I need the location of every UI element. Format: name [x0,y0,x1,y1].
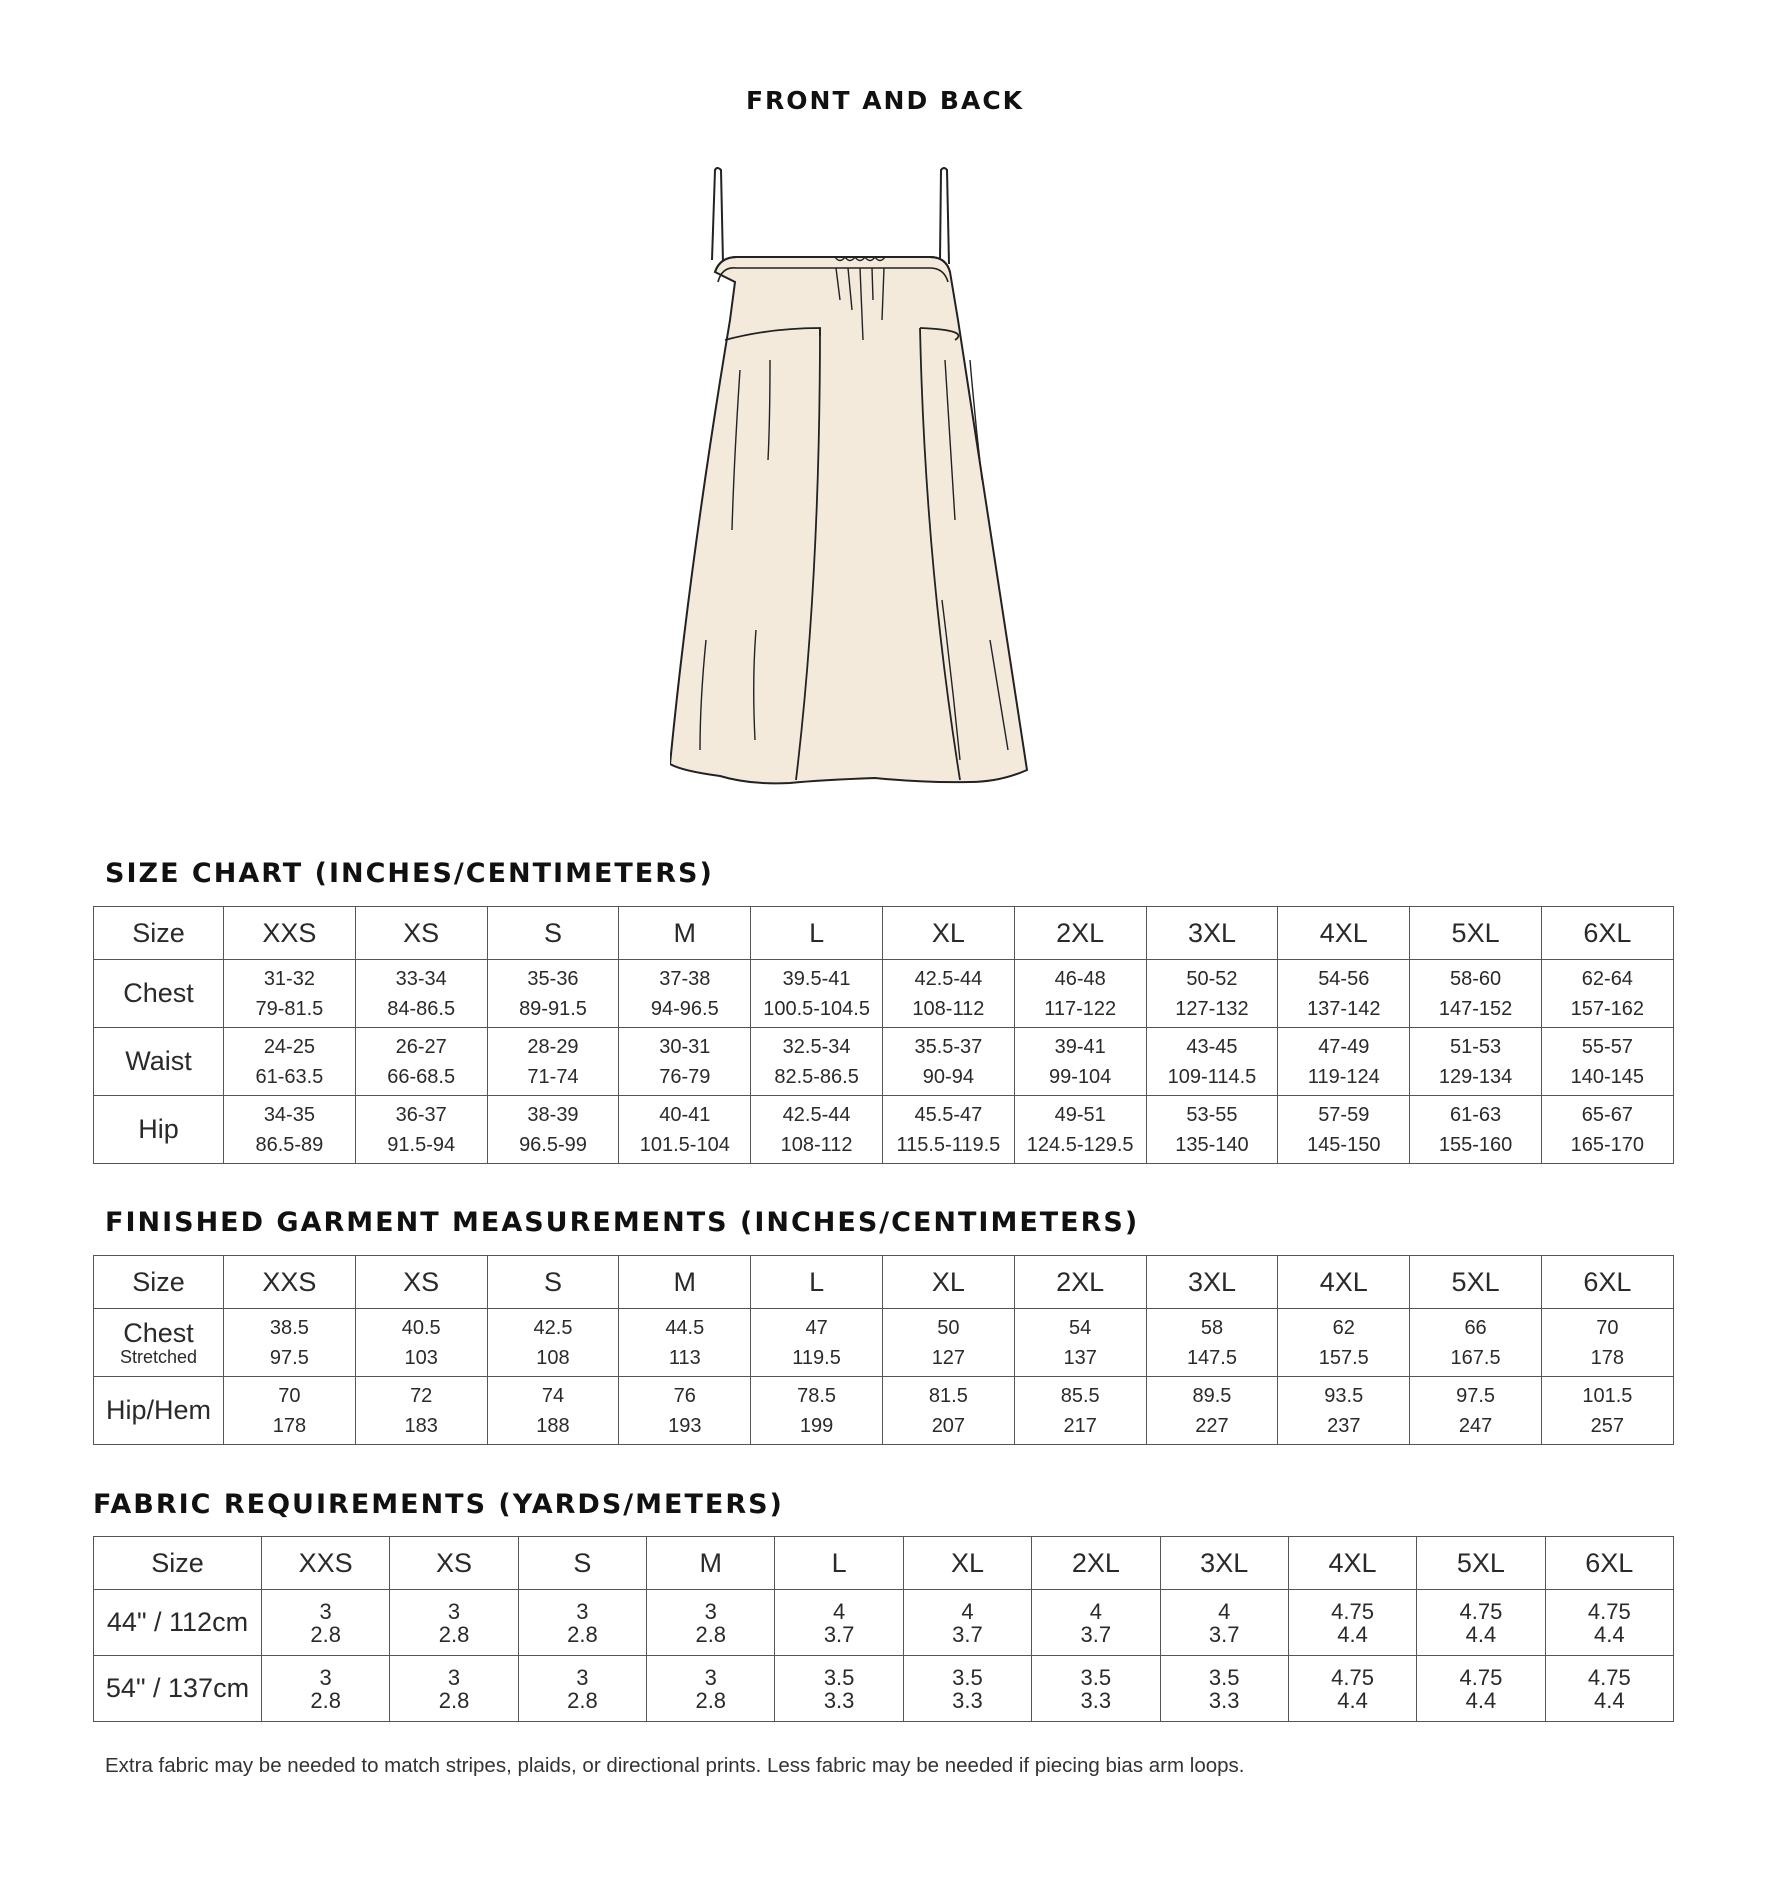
cm-value: 61-63.5 [255,1065,324,1088]
header-cell: 6XL [1541,907,1673,960]
inch-value: 50 [937,1316,960,1339]
table-cell [1417,1656,1545,1722]
table-cell [1278,960,1410,1028]
cm-value: 178 [1590,1346,1625,1369]
inch-value: 62-64 [1581,967,1633,990]
inch-value: 65-67 [1581,1103,1633,1126]
inch-value: 35-36 [527,967,579,990]
cm-value: 147-152 [1438,997,1513,1020]
header-cell: 2XL [1014,1256,1146,1309]
cm-value: 247 [1458,1414,1493,1437]
cm-value: 137 [1063,1346,1097,1369]
meter-value: 2.8 [695,1621,727,1647]
table-cell [1146,1377,1278,1445]
inch-value: 44.5 [665,1316,705,1339]
table-cell [355,1028,487,1096]
header-cell: 6XL [1541,1256,1673,1309]
meter-value: 2.8 [310,1621,341,1647]
inch-value: 74 [541,1384,565,1407]
inch-value: 37-38 [659,967,711,990]
inch-value: 61-63 [1449,1103,1502,1126]
table-cell [518,1590,646,1656]
meter-value: 2.8 [567,1687,598,1713]
table-cell [647,1656,775,1722]
table-cell [903,1656,1031,1722]
inch-value: 76 [673,1384,696,1407]
meter-value: 3.7 [952,1621,983,1647]
table-cell [751,960,883,1028]
table-cell [1541,1096,1673,1164]
row-label: Waist [94,1028,224,1096]
inch-value: 36-37 [395,1103,447,1126]
header-cell: XS [355,1256,487,1309]
inch-value: 81.5 [928,1384,968,1407]
fabric-requirements-title: FABRIC REQUIREMENTS (YARDS/METERS) [93,1489,784,1520]
inch-value: 33-34 [395,967,447,990]
header-cell: 3XL [1146,1256,1278,1309]
table-cell [1160,1590,1288,1656]
yard-value: 3.5 [823,1664,855,1690]
cm-value: 119-124 [1307,1065,1380,1088]
cm-value: 96.5-99 [519,1133,587,1156]
cm-value: 84-86.5 [387,997,456,1020]
table-cell [1278,1309,1410,1377]
cm-value: 86.5-89 [255,1133,324,1156]
inch-value: 54-56 [1318,967,1370,990]
meter-value: 4.4 [1593,1687,1625,1713]
inch-value: 47-49 [1318,1035,1370,1058]
cm-value: 178 [272,1414,307,1437]
yard-value: 3 [319,1664,332,1690]
header-cell: 2XL [1014,907,1146,960]
table-cell [224,1309,356,1377]
header-cell: XXS [224,907,356,960]
table-cell [1410,1028,1542,1096]
cm-value: 103 [404,1346,438,1369]
cm-value: 90-94 [922,1065,974,1088]
table-cell [1146,1096,1278,1164]
yard-value: 4.75 [1459,1598,1503,1624]
header-cell: M [619,1256,751,1309]
inch-value: 49-51 [1054,1103,1106,1126]
cm-value: 183 [404,1414,438,1437]
header-cell: Size [94,907,224,960]
inch-value: 53-55 [1186,1103,1238,1126]
table-cell [751,1309,883,1377]
header-cell: S [487,907,619,960]
table-cell [882,1028,1014,1096]
meter-value: 4.4 [1465,1621,1497,1647]
cm-value: 76-79 [659,1065,711,1088]
size-chart-header-row [94,907,1674,960]
inch-value: 40-41 [659,1103,711,1126]
inch-value: 58-60 [1449,967,1502,990]
table-cell [390,1590,518,1656]
meter-value: 4.4 [1337,1621,1368,1647]
yard-value: 4.75 [1587,1664,1631,1690]
left-strap [712,168,723,263]
header-cell: 4XL [1278,1256,1410,1309]
row-label: 54" / 137cm [94,1656,262,1722]
table-cell [619,1096,751,1164]
yard-value: 4 [1089,1598,1102,1624]
inch-value: 28-29 [527,1035,579,1058]
table-cell [619,1028,751,1096]
header-cell: L [751,907,883,960]
yard-value: 3 [319,1598,332,1624]
table-cell [1410,960,1542,1028]
inch-value: 93.5 [1324,1384,1364,1407]
cm-value: 147.5 [1186,1346,1237,1369]
inch-value: 57-59 [1318,1103,1370,1126]
table-row [94,1096,1674,1164]
table-cell [355,960,487,1028]
inch-value: 24-25 [263,1035,315,1058]
header-cell: 5XL [1410,907,1542,960]
table-cell [487,1377,619,1445]
table-cell [1541,1309,1673,1377]
inch-value: 58 [1200,1316,1224,1339]
table-cell [1146,1309,1278,1377]
table-row [94,960,1674,1028]
header-cell: XL [882,907,1014,960]
table-cell [224,960,356,1028]
table-cell [487,1028,619,1096]
header-cell: 2XL [1032,1537,1160,1590]
table-row [94,1028,1674,1096]
yard-value: 4.75 [1587,1598,1631,1624]
table-row [94,1656,1674,1722]
row-label: Chest [94,960,224,1028]
cm-value: 193 [668,1414,702,1437]
header-cell: XXS [224,1256,356,1309]
inch-value: 42.5 [533,1316,573,1339]
size-chart-title: SIZE CHART (INCHES/CENTIMETERS) [105,858,714,889]
cm-value: 119.5 [792,1346,841,1369]
meter-value: 4.4 [1465,1687,1497,1713]
cm-value: 217 [1063,1414,1097,1437]
table-cell [1014,960,1146,1028]
inch-value: 39-41 [1054,1035,1106,1058]
header-cell: Size [94,1256,224,1309]
illustration-title: FRONT AND BACK [745,86,1025,115]
cm-value: 188 [536,1414,570,1437]
cm-value: 140-145 [1570,1065,1645,1088]
table-cell [751,1096,883,1164]
table-cell [751,1377,883,1445]
table-cell [1160,1656,1288,1722]
yard-value: 3 [576,1598,589,1624]
yard-value: 3 [704,1598,717,1624]
cm-value: 237 [1327,1414,1361,1437]
inch-value: 101.5 [1582,1384,1633,1407]
yard-value: 3 [447,1664,461,1690]
table-cell [775,1590,903,1656]
yard-value: 3 [576,1664,589,1690]
cm-value: 207 [931,1414,966,1437]
yard-value: 4 [961,1598,974,1624]
cm-value: 115.5-119.5 [896,1133,1001,1156]
inch-value: 43-45 [1186,1035,1238,1058]
finished-header-row [94,1256,1674,1309]
cm-value: 79-81.5 [255,997,324,1020]
table-cell [1288,1656,1416,1722]
meter-value: 3.7 [1208,1621,1240,1647]
cm-value: 135-140 [1175,1133,1249,1156]
cm-value: 71-74 [527,1065,579,1088]
header-cell: XL [882,1256,1014,1309]
table-cell [1541,1028,1673,1096]
cm-value: 129-134 [1438,1065,1513,1088]
cm-value: 137-142 [1307,997,1381,1020]
header-cell: 4XL [1278,907,1410,960]
inch-value: 62 [1332,1316,1355,1339]
fabric-header-row [94,1537,1674,1590]
table-cell [1541,1377,1673,1445]
cm-value: 157.5 [1318,1346,1369,1369]
header-cell: XL [903,1537,1031,1590]
table-cell [1410,1096,1542,1164]
table-cell [1032,1656,1160,1722]
cm-value: 117-122 [1044,997,1117,1020]
cm-value: 113 [668,1346,701,1369]
inch-value: 66 [1464,1316,1487,1339]
table-cell [1278,1096,1410,1164]
meter-value: 3.7 [823,1621,855,1647]
header-cell: Size [94,1537,262,1590]
row-label: Hip/Hem [94,1377,224,1445]
row-sublabel: Stretched [119,1346,198,1367]
inch-value: 45.5-47 [914,1103,983,1126]
table-cell [518,1656,646,1722]
table-cell [882,1377,1014,1445]
table-cell [1288,1590,1416,1656]
inch-value: 89.5 [1192,1384,1232,1407]
meter-value: 3.3 [952,1687,983,1713]
yard-value: 4.75 [1459,1664,1503,1690]
table-row [94,1590,1674,1656]
table-cell [1410,1309,1542,1377]
table-cell [262,1656,390,1722]
cm-value: 108 [536,1346,570,1369]
cm-value: 167.5 [1450,1346,1501,1369]
meter-value: 3.3 [1208,1687,1240,1713]
inch-value: 54 [1069,1316,1092,1339]
fabric-note: Extra fabric may be needed to match stripes, plaids, or directional prints. Less fabric may be needed if piecing bias arm loops. [105,1753,1245,1777]
table-cell [1410,1377,1542,1445]
inch-value: 26-27 [395,1035,447,1058]
header-cell: S [487,1256,619,1309]
yard-value: 3.5 [1080,1664,1112,1690]
table-cell [1541,960,1673,1028]
inch-value: 31-32 [263,967,315,990]
header-cell: 6XL [1545,1537,1673,1590]
inch-value: 70 [278,1384,301,1407]
cm-value: 157-162 [1570,997,1645,1020]
cm-value: 124.5-129.5 [1026,1133,1134,1156]
table-cell [487,960,619,1028]
table-cell [647,1590,775,1656]
inch-value: 34-35 [263,1103,315,1126]
inch-value: 72 [410,1384,433,1407]
yard-value: 4.75 [1331,1598,1374,1624]
cm-value: 89-91.5 [519,997,587,1020]
cm-value: 66-68.5 [387,1065,456,1088]
table-cell [775,1656,903,1722]
table-cell [1032,1590,1160,1656]
cm-value: 165-170 [1570,1133,1645,1156]
header-cell: L [751,1256,883,1309]
yard-value: 3.5 [952,1664,983,1690]
cm-value: 108-112 [780,1133,853,1156]
meter-value: 2.8 [695,1687,727,1713]
inch-value: 47 [805,1316,828,1339]
header-cell: 5XL [1410,1256,1542,1309]
meter-value: 2.8 [567,1621,598,1647]
table-cell [1146,1028,1278,1096]
cm-value: 99-104 [1049,1065,1112,1088]
header-cell: XS [390,1537,518,1590]
inch-value: 38.5 [269,1316,309,1339]
table-cell [487,1096,619,1164]
row-label-text: Chest [123,1317,194,1348]
meter-value: 2.8 [310,1687,341,1713]
inch-value: 39.5-41 [782,967,851,990]
yard-value: 4 [832,1598,846,1624]
table-cell [619,1377,751,1445]
yard-value: 4 [1218,1598,1231,1624]
table-cell [1278,1028,1410,1096]
header-cell: L [775,1537,903,1590]
cm-value: 199 [799,1414,834,1437]
table-cell [882,1096,1014,1164]
table-cell [224,1096,356,1164]
cm-value: 97.5 [269,1346,309,1369]
cm-value: 109-114.5 [1167,1065,1257,1088]
table-cell [224,1028,356,1096]
meter-value: 4.4 [1593,1621,1625,1647]
row-label [94,1309,224,1377]
cm-value: 100.5-104.5 [763,997,870,1020]
table-row [94,1377,1674,1445]
size-chart-table [93,906,1674,1164]
inch-value: 35.5-37 [914,1035,983,1058]
inch-value: 38-39 [527,1103,579,1126]
cm-value: 91.5-94 [387,1133,456,1156]
table-cell [882,1309,1014,1377]
inch-value: 97.5 [1456,1384,1496,1407]
inch-value: 46-48 [1054,967,1106,990]
right-strap [940,168,949,264]
meter-value: 4.4 [1337,1687,1368,1713]
inch-value: 55-57 [1581,1035,1633,1058]
meter-value: 2.8 [438,1621,470,1647]
header-cell: XS [355,907,487,960]
yard-value: 3 [704,1664,717,1690]
cm-value: 127-132 [1175,997,1249,1020]
inch-value: 51-53 [1449,1035,1502,1058]
cm-value: 82.5-86.5 [774,1065,859,1088]
yard-value: 3 [447,1598,461,1624]
header-cell: 3XL [1146,907,1278,960]
cm-value: 101.5-104 [639,1133,730,1156]
cm-value: 108-112 [912,997,985,1020]
header-cell: 3XL [1160,1537,1288,1590]
table-cell [1545,1590,1673,1656]
finished-garment-table [93,1255,1674,1445]
row-label: 44" / 112cm [94,1590,262,1656]
table-cell [751,1028,883,1096]
inch-value: 78.5 [797,1384,837,1407]
inch-value: 85.5 [1060,1384,1100,1407]
row-label: Hip [94,1096,224,1164]
table-cell [1146,960,1278,1028]
cm-value: 127 [931,1346,966,1369]
table-cell [355,1309,487,1377]
table-cell [355,1096,487,1164]
inch-value: 42.5-44 [782,1103,851,1126]
table-cell [903,1590,1031,1656]
header-cell: S [518,1537,646,1590]
dress-illustration [670,160,1110,800]
table-cell [619,960,751,1028]
table-cell [1014,1028,1146,1096]
table-cell [1014,1377,1146,1445]
inch-value: 40.5 [401,1316,441,1339]
cm-value: 145-150 [1307,1133,1381,1156]
inch-value: 50-52 [1186,967,1238,990]
inch-value: 32.5-34 [782,1035,851,1058]
yard-value: 3.5 [1208,1664,1240,1690]
table-row [94,1309,1674,1377]
cm-value: 257 [1590,1414,1625,1437]
table-cell [1014,1096,1146,1164]
inch-value: 42.5-44 [914,967,983,990]
table-cell [390,1656,518,1722]
inch-value: 30-31 [659,1035,711,1058]
cm-value: 94-96.5 [650,997,719,1020]
yard-value: 4.75 [1331,1664,1374,1690]
header-cell: M [619,907,751,960]
meter-value: 3.7 [1080,1621,1112,1647]
meter-value: 3.3 [823,1687,855,1713]
cm-value: 155-160 [1438,1133,1513,1156]
finished-garment-title: FINISHED GARMENT MEASUREMENTS (INCHES/CENTIMETERS) [105,1207,1140,1238]
cm-value: 227 [1195,1414,1229,1437]
table-cell [262,1590,390,1656]
header-cell: M [647,1537,775,1590]
table-cell [355,1377,487,1445]
meter-value: 3.3 [1080,1687,1112,1713]
header-cell: 4XL [1288,1537,1416,1590]
meter-value: 2.8 [438,1687,470,1713]
table-cell [1545,1656,1673,1722]
table-cell [882,960,1014,1028]
table-cell [619,1309,751,1377]
table-cell [1014,1309,1146,1377]
header-cell: 5XL [1417,1537,1545,1590]
table-cell [1278,1377,1410,1445]
inch-value: 70 [1596,1316,1619,1339]
header-cell: XXS [262,1537,390,1590]
table-cell [224,1377,356,1445]
dress-body [670,257,1027,783]
table-cell [487,1309,619,1377]
fabric-requirements-table [93,1536,1674,1722]
table-cell [1417,1590,1545,1656]
